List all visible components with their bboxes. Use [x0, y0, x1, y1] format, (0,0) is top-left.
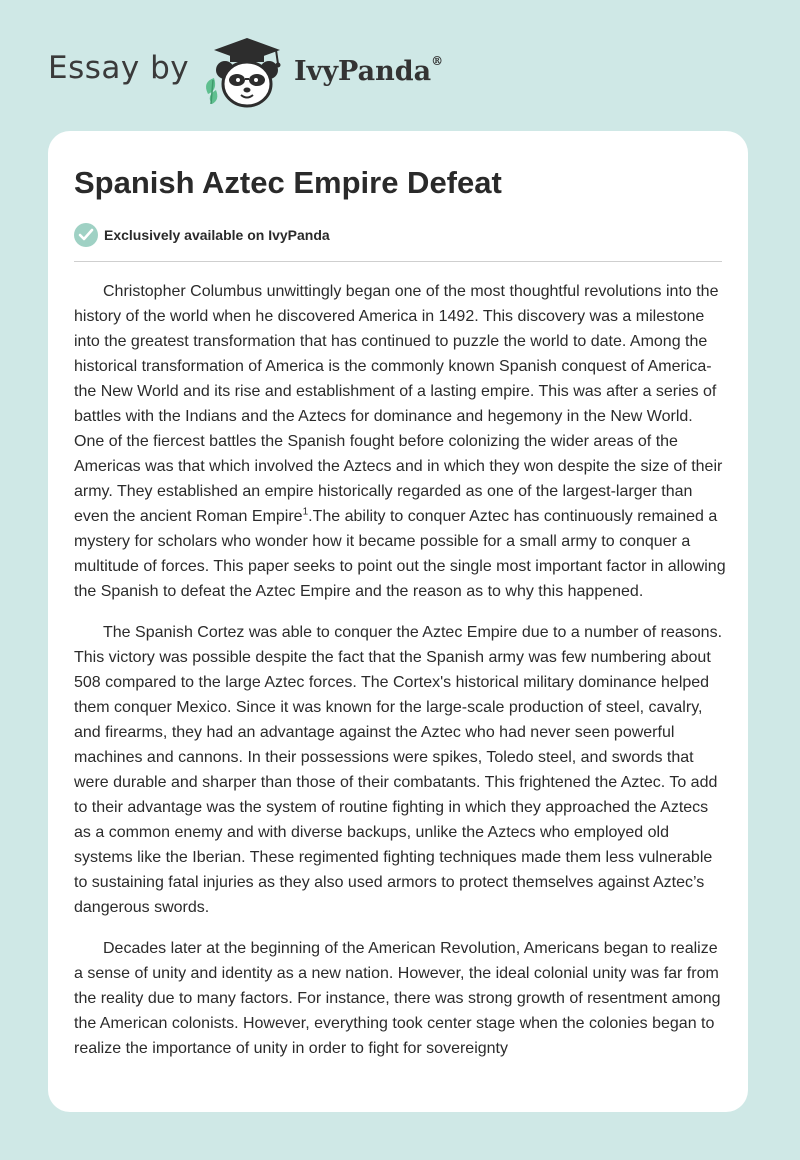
essay-by-label: Essay by — [48, 50, 190, 86]
brand-name[interactable] — [294, 56, 443, 87]
essay-card — [48, 131, 748, 1112]
paragraph: The Spanish Cortez was able to conquer the Aztec Empire due to a number of reasons. This victory was possible despite the fact that the Spanish army was few numbering about 508 compared to the large Aztec forces. The Cortex's historical military dominance helped them conquer Mexico. Since it was known for the large-scale production of steel, cavalry, and firearms, they had an advantage against the Aztec who had never seen powerful machines and cannons. In their possessions were spikes, Toledo steel, and swords that were durable and sharper than those of their combatants. This frightened the Aztec. To add to their advantage was the system of routine fighting in which they approached the Aztecs as a common enemy and with diverse backups, unlike the Aztecs who employed old systems like the Iberian. These regimented fighting techniques made them less vulnerable to sustaining fatal injuries as they also used armors to protect themselves against Aztec’s dangerous swords. — [74, 624, 723, 916]
paragraph-text-continued: .The ability to conquer Aztec has continuously remained a mystery for scholars who wonder how it became possible for a small army to conquer a multitude of forces. This paper seeks to point out the single most important factor in allowing the Spanish to defeat the Aztec Empire and the reason as to why this happened. — [74, 508, 726, 600]
essay-body — [74, 279, 726, 1077]
paragraph: Decades later at the beginning of the American Revolution, Americans began to realize a sense of unity and identity as a new nation. However, the ideal colonial unity was far from the reality due to many factors. For instance, there was strong growth of resentment among the American colonists. However, everything took center stage when the colonies began to realize the importance of unity in order to fight for sovereignty — [74, 940, 721, 1057]
site-header — [0, 0, 800, 120]
check-icon — [74, 223, 98, 247]
paragraph-text: Christopher Columbus unwittingly began one of the most thoughtful revolutions into the history of the world when he discovered America in 1492. This discovery was a milestone into the greatest transformation that has continued to puzzle the world to date. Among the historical transformation of America is the commonly known Spanish conquest of America- the New World and its rise and establishment of a lasting empire. This was after a series of battles with the Indians and the Aztecs for dominance and hegemony in the New World. One of the fiercest battles the Spanish fought before colonizing the wider areas of the Americas was that which involved the Aztecs and in which they won despite the size of their army. They established an empire historically regarded as one of the largest-larger than even the ancient Roman Empire — [74, 283, 723, 525]
panda-logo-icon[interactable] — [200, 34, 290, 110]
divider — [74, 261, 722, 262]
exclusive-badge — [74, 222, 330, 248]
paragraph — [74, 279, 726, 604]
brand-label: IvyPanda — [294, 56, 432, 87]
footnote-marker[interactable]: 1 — [302, 506, 309, 518]
essay-title: Spanish Aztec Empire Defeat — [74, 165, 502, 200]
exclusive-badge-text: Exclusively available on IvyPanda — [104, 227, 330, 243]
registered-mark: ® — [431, 54, 444, 68]
